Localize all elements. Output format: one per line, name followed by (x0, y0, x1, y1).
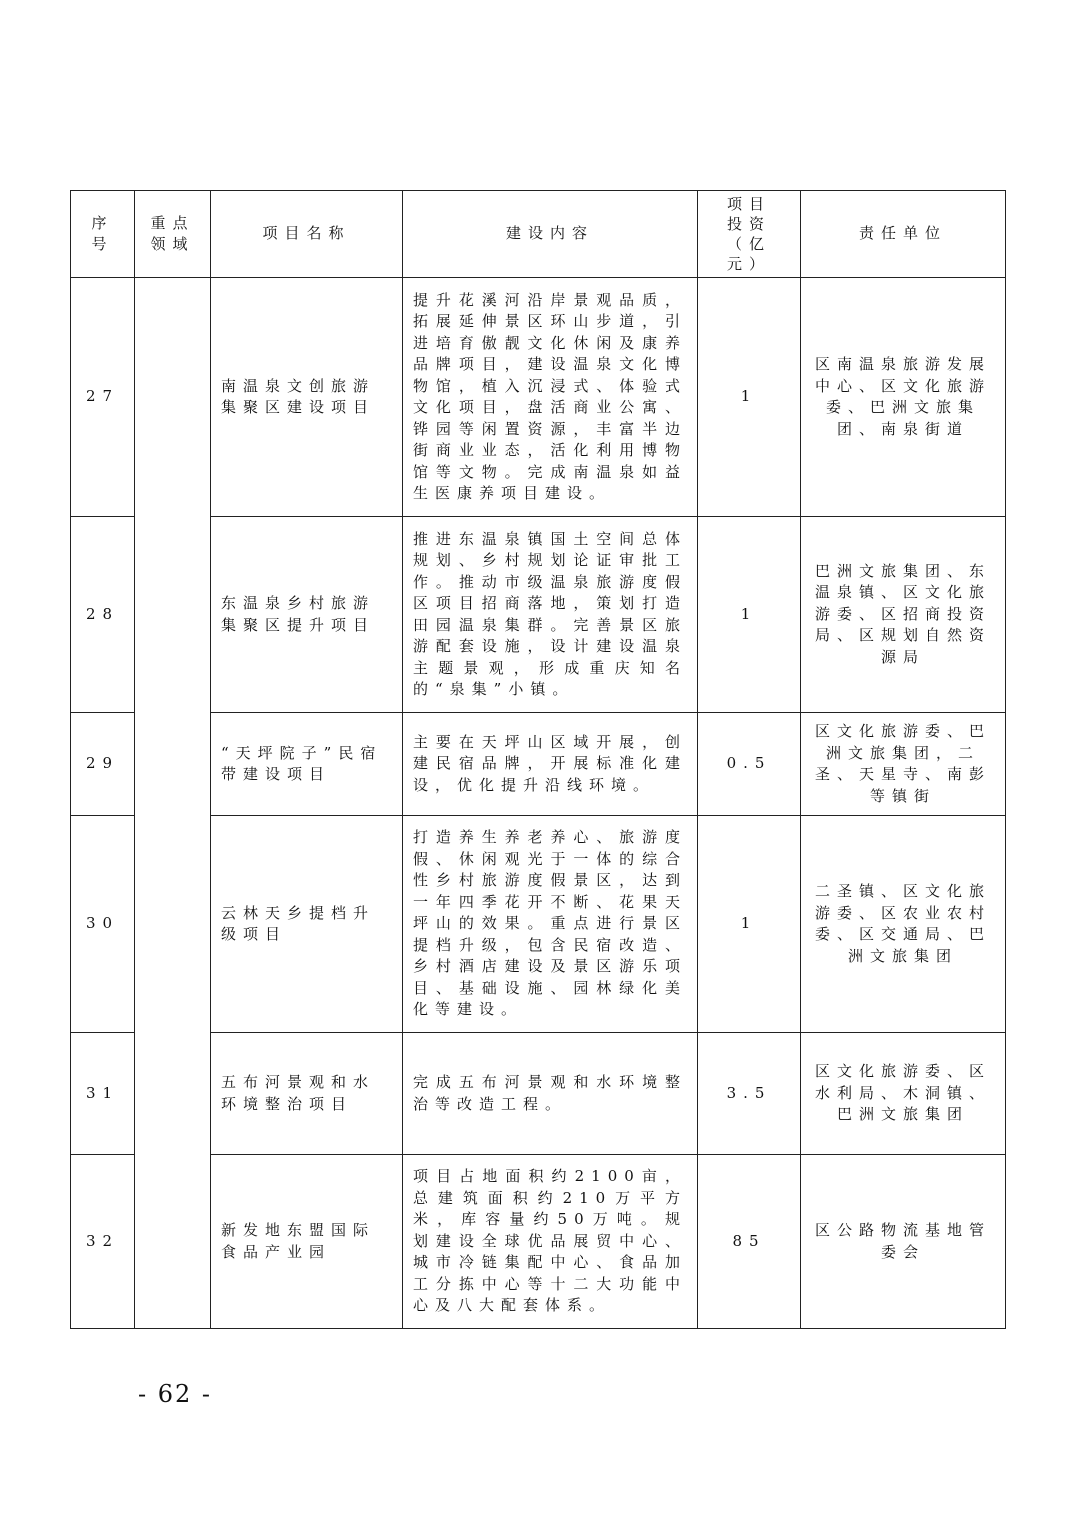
header-content: 建设内容 (403, 191, 698, 278)
project-table (70, 190, 1006, 1329)
row-investment: 0.5 (698, 713, 801, 816)
row-unit: 区南温泉旅游发展中心、区文化旅游委、巴洲文旅集团、南泉街道 (801, 278, 1006, 517)
row-no: 28 (71, 517, 135, 713)
row-content: 项目占地面积约2100亩，总建筑面积约210万平方米，库容量约50万吨。规划建设全球优品展贸中心、城市冷链集配中心、食品加工分拣中心等十二大功能中心及八大配套体系。 (403, 1155, 698, 1329)
row-content: 主要在天坪山区域开展，创建民宿品牌，开展标准化建设，优化提升沿线环境。 (403, 713, 698, 816)
header-area: 重点 领域 (135, 191, 211, 278)
row-unit: 区公路物流基地管委会 (801, 1155, 1006, 1329)
header-unit: 责任单位 (801, 191, 1006, 278)
row-name: “天坪院子”民宿带建设项目 (211, 713, 403, 816)
table-row (71, 1033, 1006, 1155)
row-content: 打造养生养老养心、旅游度假、休闲观光于一体的综合性乡村旅游度假景区，达到一年四季花开不断、花果天坪山的效果。重点进行景区提档升级，包含民宿改造、乡村酒店建设及景区游乐项目、基础设施、园林绿化美化等建设。 (403, 816, 698, 1033)
row-name: 新发地东盟国际食品产业园 (211, 1155, 403, 1329)
row-no: 32 (71, 1155, 135, 1329)
row-name: 五布河景观和水环境整治项目 (211, 1033, 403, 1155)
row-unit: 巴洲文旅集团、东温泉镇、区文化旅游委、区招商投资局、区规划自然资源局 (801, 517, 1006, 713)
table-row (71, 1155, 1006, 1329)
row-no: 27 (71, 278, 135, 517)
row-no: 29 (71, 713, 135, 816)
row-unit: 二圣镇、区文化旅游委、区农业农村委、区交通局、巴洲文旅集团 (801, 816, 1006, 1033)
row-investment: 1 (698, 517, 801, 713)
row-unit: 区文化旅游委、巴洲文旅集团，二圣、天星寺、南彭等镇街 (801, 713, 1006, 816)
row-investment: 3.5 (698, 1033, 801, 1155)
row-content: 推进东温泉镇国土空间总体规划、乡村规划论证审批工作。推动市级温泉旅游度假区项目招商落地，策划打造田园温泉集群。完善景区旅游配套设施，设计建设温泉主题景观，形成重庆知名的“泉集”小镇。 (403, 517, 698, 713)
table-row (71, 278, 1006, 517)
table-row (71, 517, 1006, 713)
row-name: 云林天乡提档升级项目 (211, 816, 403, 1033)
table-row (71, 713, 1006, 816)
area-cell (135, 278, 211, 1329)
header-row (71, 191, 1006, 278)
row-investment: 1 (698, 278, 801, 517)
row-no: 31 (71, 1033, 135, 1155)
row-investment: 1 (698, 816, 801, 1033)
row-content: 完成五布河景观和水环境整治等改造工程。 (403, 1033, 698, 1155)
row-content: 提升花溪河沿岸景观品质，拓展延伸景区环山步道，引进培育傲靓文化休闲及康养品牌项目，建设温泉文化博物馆，植入沉浸式、体验式文化项目，盘活商业公寓、铧园等闲置资源，丰富半边街商业业态，活化利用博物馆等文物。完成南温泉如益生医康养项目建设。 (403, 278, 698, 517)
header-name: 项目名称 (211, 191, 403, 278)
header-investment: 项目 投资 （亿 元） (698, 191, 801, 278)
page-number: - 62 - (138, 1380, 213, 1408)
row-no: 30 (71, 816, 135, 1033)
row-name: 南温泉文创旅游集聚区建设项目 (211, 278, 403, 517)
header-no: 序 号 (71, 191, 135, 278)
row-investment: 85 (698, 1155, 801, 1329)
row-unit: 区文化旅游委、区水利局、木洞镇、巴洲文旅集团 (801, 1033, 1006, 1155)
row-name: 东温泉乡村旅游集聚区提升项目 (211, 517, 403, 713)
table-row (71, 816, 1006, 1033)
